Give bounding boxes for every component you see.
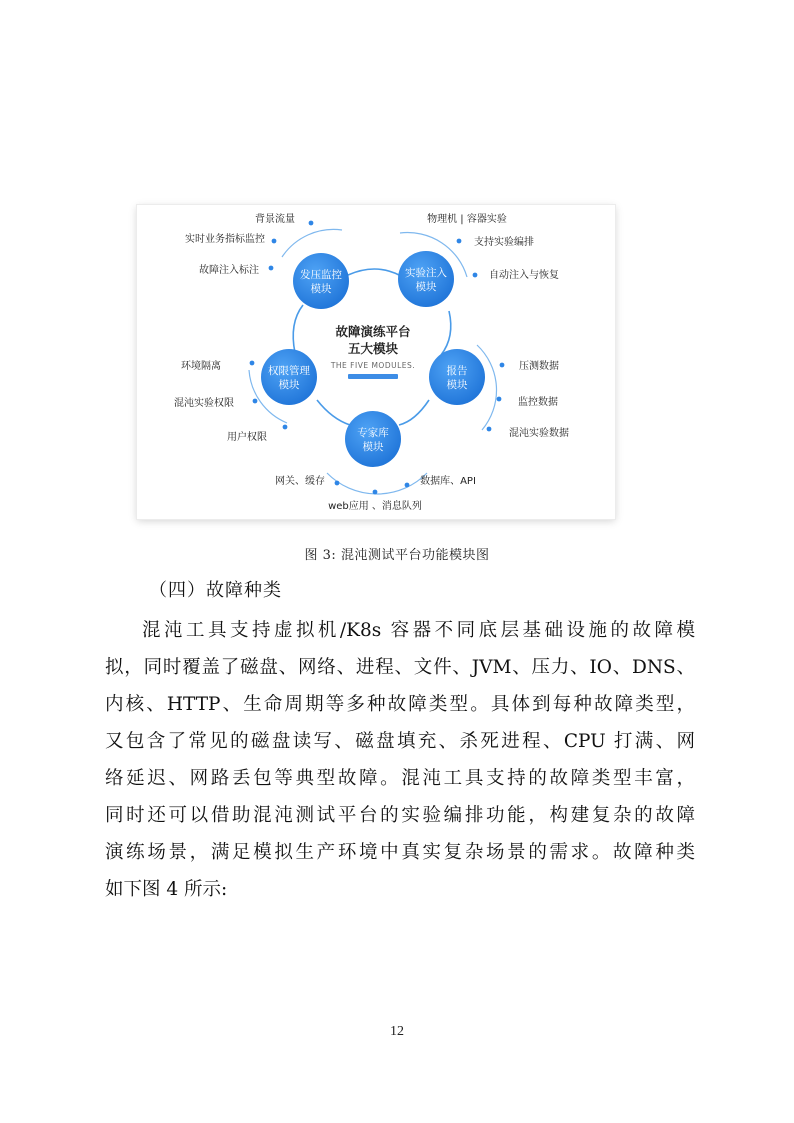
orbit-dot — [473, 273, 478, 278]
paragraph-line: 演练场景，满足模拟生产环境中真实复杂场景的需求。故障种类 — [105, 842, 695, 863]
label-physical-container: 物理机 | 容器实验 — [427, 214, 507, 225]
five-modules-figure — [137, 205, 615, 519]
center-subtitle: THE FIVE MODULES. — [330, 361, 416, 370]
module-injection — [398, 251, 454, 307]
orbit-dot — [250, 361, 255, 366]
paragraph-line: 如下图 4 所示: — [105, 879, 228, 900]
module-injection-line2: 模块 — [415, 281, 437, 293]
module-permission — [261, 349, 317, 405]
center-bar — [348, 374, 398, 379]
module-injection-line1: 实验注入 — [405, 267, 447, 279]
orbit-dot — [497, 397, 502, 402]
orbit-dot — [405, 483, 410, 488]
module-expert-line2: 模块 — [362, 441, 384, 453]
label-background-traffic: 背景流量 — [255, 214, 295, 225]
module-expert — [345, 411, 401, 467]
label-fault-injection-marking: 故障注入标注 — [199, 265, 259, 276]
orbit-dot — [373, 490, 378, 495]
module-pressure-line2: 模块 — [310, 283, 332, 295]
module-pressure-line1: 发压监控 — [300, 269, 342, 281]
orbit-dot — [283, 425, 288, 430]
orbit-dot — [487, 427, 492, 432]
label-user-permission: 用户权限 — [227, 432, 267, 443]
paragraph-line: 内核、HTTP、生命周期等多种故障类型。具体到每种故障类型， — [105, 694, 695, 715]
paragraph-line: 同时还可以借助混沌测试平台的实验编排功能，构建复杂的故障 — [105, 805, 695, 826]
label-stress-data: 压测数据 — [519, 361, 559, 372]
module-report-line1: 报告 — [446, 365, 468, 377]
figure-caption: 图 3: 混沌测试平台功能模块图 — [304, 548, 490, 563]
orbit-dot — [309, 221, 314, 226]
module-pressure — [293, 253, 349, 309]
module-expert-line1: 专家库 — [357, 427, 389, 439]
paragraph-line: 又包含了常见的磁盘读写、磁盘填充、杀死进程、CPU 打满、网 — [105, 731, 695, 752]
module-permission-line1: 权限管理 — [268, 365, 310, 377]
center-title-line1: 故障演练平台 — [335, 324, 411, 339]
five-modules-diagram — [137, 205, 615, 519]
label-realtime-metrics: 实时业务指标监控 — [185, 234, 265, 245]
orbit-dot — [269, 266, 274, 271]
paragraph-line: 拟，同时覆盖了磁盘、网络、进程、文件、JVM、压力、IO、DNS、 — [105, 657, 695, 678]
orbit-dot — [253, 399, 258, 404]
label-chaos-permission: 混沌实验权限 — [174, 398, 234, 409]
label-gateway-cache: 网关、缓存 — [275, 476, 325, 487]
label-env-isolation: 环境隔离 — [181, 361, 221, 372]
orbit-dot — [335, 481, 340, 486]
orbit-dot — [500, 363, 505, 368]
label-chaos-data: 混沌实验数据 — [509, 428, 569, 439]
paragraph-line: 络延迟、网路丢包等典型故障。混沌工具支持的故障类型丰富， — [105, 768, 695, 789]
module-permission-line2: 模块 — [278, 379, 300, 391]
module-report-line2: 模块 — [446, 379, 468, 391]
center-title-line2: 五大模块 — [347, 341, 399, 356]
label-monitor-data: 监控数据 — [518, 397, 558, 408]
label-web-mq: web应用 、消息队列 — [328, 501, 422, 512]
body-paragraph — [105, 612, 695, 908]
paragraph-line: 混沌工具支持虚拟机/K8s 容器不同底层基础设施的故障模 — [142, 620, 695, 641]
label-database-api: 数据库、API — [420, 476, 476, 487]
orbit-dot — [457, 239, 462, 244]
label-experiment-orchestration: 支持实验编排 — [474, 237, 534, 248]
orbit-dot — [272, 239, 277, 244]
page-number: 12 — [390, 1024, 404, 1039]
label-auto-inject-recover: 自动注入与恢复 — [489, 270, 559, 281]
module-report — [429, 349, 485, 405]
section-heading: （四）故障种类 — [149, 580, 282, 601]
